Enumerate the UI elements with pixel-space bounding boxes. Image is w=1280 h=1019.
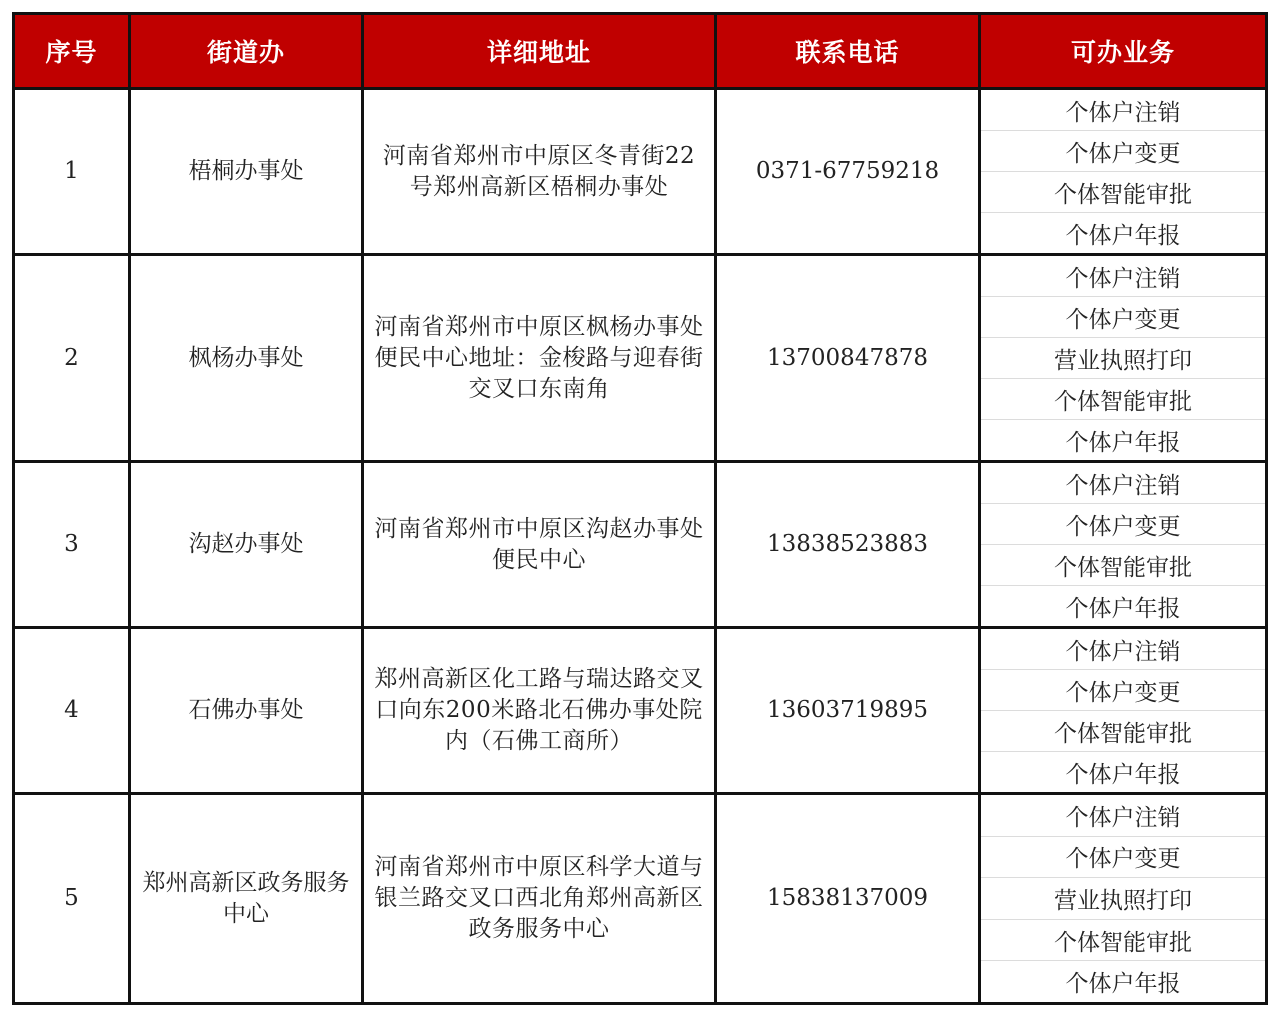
service-item: 个体户年报 [1065, 429, 1181, 456]
service-item: 个体户变更 [981, 297, 1265, 338]
contact-phone: 13700847878 [717, 256, 981, 460]
service-item: 个体户注销 [981, 463, 1265, 504]
office-name: 梧桐办事处 [131, 90, 364, 253]
service-item: 营业执照打印 [981, 878, 1265, 920]
office-address: 河南省郑州市中原区冬青街22号郑州高新区梧桐办事处 [364, 90, 717, 253]
service-item: 个体户变更 [981, 131, 1265, 172]
office-address: 河南省郑州市中原区科学大道与银兰路交叉口西北角郑州高新区政务服务中心 [364, 795, 717, 1002]
header-no: 序号 [15, 15, 131, 87]
table-row [15, 90, 1265, 256]
service-item: 个体户注销 [981, 256, 1265, 297]
office-address: 河南省郑州市中原区枫杨办事处便民中心地址：金梭路与迎春街交叉口东南角 [364, 256, 717, 460]
service-item: 个体户变更 [981, 504, 1265, 545]
table-row [15, 463, 1265, 629]
table-body [15, 90, 1265, 1002]
service-item: 营业执照打印 [981, 338, 1265, 379]
office-name: 枫杨办事处 [131, 256, 364, 460]
header-phone: 联系电话 [717, 15, 981, 87]
office-name: 石佛办事处 [131, 629, 364, 792]
row-number: 4 [15, 629, 131, 792]
service-item: 个体户年报 [1065, 761, 1181, 788]
header-address: 详细地址 [364, 15, 717, 87]
service-list [981, 463, 1265, 626]
service-list [981, 90, 1265, 253]
service-item: 个体智能审批 [981, 711, 1265, 752]
row-number: 2 [15, 256, 131, 460]
service-item: 个体户变更 [981, 670, 1265, 711]
service-item: 个体户年报 [1065, 971, 1181, 998]
row-number: 1 [15, 90, 131, 253]
header-office: 街道办 [131, 15, 364, 87]
office-address: 河南省郑州市中原区沟赵办事处便民中心 [364, 463, 717, 626]
service-item: 个体智能审批 [981, 545, 1265, 586]
service-list [981, 629, 1265, 792]
service-item: 个体户变更 [981, 837, 1265, 879]
service-item: 个体户注销 [981, 629, 1265, 670]
contact-phone: 13838523883 [717, 463, 981, 626]
contact-phone: 15838137009 [717, 795, 981, 1002]
contact-phone: 0371-67759218 [717, 90, 981, 253]
row-number: 3 [15, 463, 131, 626]
service-item: 个体户年报 [1065, 222, 1181, 249]
service-item: 个体户年报 [1065, 595, 1181, 622]
service-item: 个体户注销 [981, 90, 1265, 131]
office-name: 沟赵办事处 [131, 463, 364, 626]
table-row [15, 795, 1265, 1002]
service-list [981, 795, 1265, 1002]
row-number: 5 [15, 795, 131, 1002]
service-item: 个体智能审批 [981, 920, 1265, 962]
service-list [981, 256, 1265, 460]
table-row [15, 256, 1265, 463]
table-row [15, 629, 1265, 795]
office-address: 郑州高新区化工路与瑞达路交叉口向东200米路北石佛办事处院内（石佛工商所） [364, 629, 717, 792]
service-item: 个体户注销 [981, 795, 1265, 837]
header-services: 可办业务 [1070, 38, 1175, 67]
service-table [12, 12, 1268, 1005]
service-item: 个体智能审批 [981, 379, 1265, 420]
office-name: 郑州高新区政务服务中心 [131, 795, 364, 1002]
service-item: 个体智能审批 [981, 172, 1265, 213]
table-header [15, 15, 1265, 90]
contact-phone: 13603719895 [717, 629, 981, 792]
